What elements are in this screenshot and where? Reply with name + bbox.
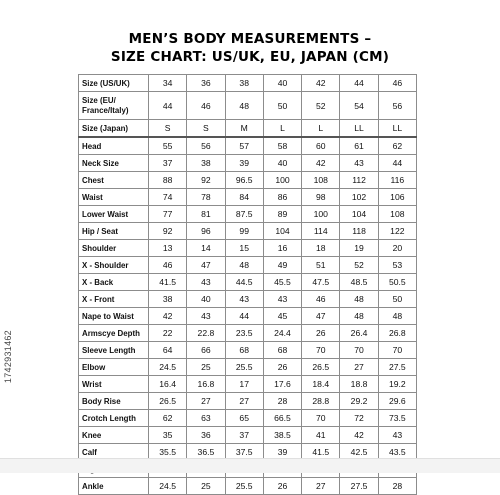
table-cell: 46	[187, 92, 225, 120]
table-cell: 26.4	[340, 325, 378, 342]
table-cell: 41.5	[149, 274, 187, 291]
row-label: Lower Waist	[79, 206, 149, 223]
table-cell: 68	[225, 342, 263, 359]
table-cell: 18.4	[302, 376, 340, 393]
table-cell: 36.5	[187, 444, 225, 461]
table-cell: 26	[263, 478, 301, 495]
table-cell: 47	[302, 308, 340, 325]
table-cell: 44	[378, 155, 416, 172]
table-cell: 26	[263, 359, 301, 376]
table-cell: 44.5	[225, 274, 263, 291]
table-cell: 37.5	[225, 444, 263, 461]
table-cell: 27.5	[378, 359, 416, 376]
table-cell: 100	[263, 172, 301, 189]
table-cell: 45	[263, 308, 301, 325]
table-cell: 54	[340, 92, 378, 120]
table-cell: 44	[149, 92, 187, 120]
table-cell: 104	[340, 206, 378, 223]
table-cell: S	[149, 120, 187, 138]
measurement-row	[79, 223, 417, 240]
row-label: Chest	[79, 172, 149, 189]
measurement-row	[79, 172, 417, 189]
table-cell: 27	[302, 478, 340, 495]
table-cell: 43	[340, 155, 378, 172]
table-cell: 108	[302, 172, 340, 189]
table-cell: 48	[225, 92, 263, 120]
table-cell: 42.5	[340, 444, 378, 461]
table-cell: LL	[340, 120, 378, 138]
table-cell: 112	[340, 172, 378, 189]
table-cell: 29.6	[378, 393, 416, 410]
table-cell: 42	[302, 155, 340, 172]
measurement-row	[79, 274, 417, 291]
table-cell: 84	[225, 189, 263, 206]
table-cell: 25	[187, 359, 225, 376]
table-cell: 40	[187, 291, 225, 308]
table-cell: L	[263, 120, 301, 138]
table-cell: 41.5	[302, 444, 340, 461]
table-cell: 48	[340, 291, 378, 308]
measurement-row	[79, 240, 417, 257]
table-cell: 16.8	[187, 376, 225, 393]
table-cell: 26.5	[302, 359, 340, 376]
table-cell: 42	[302, 75, 340, 92]
table-cell: 92	[187, 172, 225, 189]
table-cell: 28.8	[302, 393, 340, 410]
table-cell: 87.5	[225, 206, 263, 223]
table-cell: 56	[187, 137, 225, 155]
row-label: X - Front	[79, 291, 149, 308]
measurement-row	[79, 137, 417, 155]
table-cell: 39	[263, 444, 301, 461]
table-cell: 26	[302, 325, 340, 342]
table-cell: 20	[378, 240, 416, 257]
table-cell: 28	[378, 478, 416, 495]
table-cell: 46	[302, 291, 340, 308]
table-cell: 27	[187, 393, 225, 410]
table-cell: 17.6	[263, 376, 301, 393]
table-cell: 43.5	[378, 444, 416, 461]
table-cell: 72	[340, 410, 378, 427]
measurement-row	[79, 359, 417, 376]
measurement-row	[79, 206, 417, 223]
size-chart-body	[79, 75, 417, 495]
table-cell: 23.5	[225, 325, 263, 342]
table-cell: 17	[225, 376, 263, 393]
row-label: Size (EU/ France/Italy)	[79, 92, 149, 120]
row-label: X - Shoulder	[79, 257, 149, 274]
table-cell: 86	[263, 189, 301, 206]
table-cell: 39	[225, 155, 263, 172]
table-cell: LL	[378, 120, 416, 138]
measurement-row	[79, 155, 417, 172]
table-cell: 92	[149, 223, 187, 240]
table-cell: 19.2	[378, 376, 416, 393]
table-cell: 25.5	[225, 359, 263, 376]
table-cell: 48	[378, 308, 416, 325]
table-cell: 66.5	[263, 410, 301, 427]
measurement-row	[79, 410, 417, 427]
table-cell: 46	[149, 257, 187, 274]
row-label: Knee	[79, 427, 149, 444]
table-cell: 52	[340, 257, 378, 274]
table-cell: 36	[187, 75, 225, 92]
chart-title-line-1: MEN’S BODY MEASUREMENTS –	[128, 31, 372, 47]
table-cell: 29.2	[340, 393, 378, 410]
table-cell: 118	[340, 223, 378, 240]
table-cell: 64	[149, 342, 187, 359]
row-label: X - Back	[79, 274, 149, 291]
table-cell: 48.5	[340, 274, 378, 291]
table-cell: 52	[302, 92, 340, 120]
measurement-row	[79, 478, 417, 495]
table-cell: 38	[149, 291, 187, 308]
table-cell: 22.8	[187, 325, 225, 342]
table-cell: 99	[225, 223, 263, 240]
table-cell: 35	[149, 427, 187, 444]
chart-title-line-2: SIZE CHART: US/UK, EU, JAPAN (CM)	[110, 49, 390, 65]
table-cell: 50	[263, 92, 301, 120]
size-row	[79, 120, 417, 138]
row-label: Armscye Depth	[79, 325, 149, 342]
stock-image-id: 1742931462	[3, 330, 13, 384]
table-cell: 89	[263, 206, 301, 223]
table-cell: 47.5	[302, 274, 340, 291]
table-cell: 70	[340, 342, 378, 359]
table-cell: 19	[340, 240, 378, 257]
table-cell: 24.5	[149, 359, 187, 376]
table-cell: 48	[225, 257, 263, 274]
row-label: Crotch Length	[79, 410, 149, 427]
table-cell: 47	[187, 257, 225, 274]
row-label: Neck Size	[79, 155, 149, 172]
table-cell: 70	[302, 410, 340, 427]
table-cell: 40	[263, 155, 301, 172]
table-cell: 102	[340, 189, 378, 206]
measurement-row	[79, 427, 417, 444]
table-cell: 78	[187, 189, 225, 206]
table-cell: 13	[149, 240, 187, 257]
table-cell: 43	[378, 427, 416, 444]
row-label: Size (Japan)	[79, 120, 149, 138]
table-cell: 43	[225, 291, 263, 308]
table-cell: 49	[263, 257, 301, 274]
table-cell: 36	[187, 427, 225, 444]
table-cell: 15	[225, 240, 263, 257]
table-cell: 26.8	[378, 325, 416, 342]
table-cell: 81	[187, 206, 225, 223]
table-cell: 43	[187, 274, 225, 291]
table-cell: M	[225, 120, 263, 138]
table-cell: 44	[340, 75, 378, 92]
row-label: Nape to Waist	[79, 308, 149, 325]
table-cell: 106	[378, 189, 416, 206]
table-cell: 53	[378, 257, 416, 274]
table-cell: 57	[225, 137, 263, 155]
row-label: Shoulder	[79, 240, 149, 257]
table-cell: 63	[187, 410, 225, 427]
row-label: Calf	[79, 444, 149, 461]
row-label: Waist	[79, 189, 149, 206]
table-cell: 50.5	[378, 274, 416, 291]
table-cell: 34	[149, 75, 187, 92]
table-cell: 70	[378, 342, 416, 359]
table-cell: 70	[302, 342, 340, 359]
table-cell: 56	[378, 92, 416, 120]
table-cell: 27.5	[340, 478, 378, 495]
row-label: Elbow	[79, 359, 149, 376]
table-cell: 43	[263, 291, 301, 308]
table-cell: 35.5	[149, 444, 187, 461]
row-label: Size (US/UK)	[79, 75, 149, 92]
table-cell: 16	[263, 240, 301, 257]
table-cell: 51	[302, 257, 340, 274]
table-cell: 38	[187, 155, 225, 172]
table-cell: S	[187, 120, 225, 138]
measurement-row	[79, 393, 417, 410]
table-cell: 38	[225, 75, 263, 92]
row-label: Hip / Seat	[79, 223, 149, 240]
measurement-row	[79, 342, 417, 359]
table-cell: 100	[302, 206, 340, 223]
table-cell: 50	[378, 291, 416, 308]
size-row	[79, 92, 417, 120]
table-cell: 44	[225, 308, 263, 325]
table-cell: 43	[187, 308, 225, 325]
table-cell: 62	[378, 137, 416, 155]
table-cell: 16.4	[149, 376, 187, 393]
table-cell: 27	[225, 393, 263, 410]
table-cell: 45.5	[263, 274, 301, 291]
table-cell: 48	[340, 308, 378, 325]
row-label: Head	[79, 137, 149, 155]
table-cell: 96.5	[225, 172, 263, 189]
table-cell: 42	[149, 308, 187, 325]
table-cell: 104	[263, 223, 301, 240]
row-label: Ankle	[79, 478, 149, 495]
table-cell: 18	[302, 240, 340, 257]
size-chart-table	[78, 74, 417, 495]
size-row	[79, 75, 417, 92]
table-cell: 74	[149, 189, 187, 206]
table-cell: 25	[187, 478, 225, 495]
table-cell: 66	[187, 342, 225, 359]
table-cell: 116	[378, 172, 416, 189]
measurement-row	[79, 189, 417, 206]
table-cell: 96	[187, 223, 225, 240]
table-cell: 73.5	[378, 410, 416, 427]
table-cell: 27	[340, 359, 378, 376]
table-cell: 46	[378, 75, 416, 92]
row-label: Body Rise	[79, 393, 149, 410]
table-cell: 18.8	[340, 376, 378, 393]
row-label: Wrist	[79, 376, 149, 393]
footer-strip	[0, 458, 500, 473]
table-cell: 14	[187, 240, 225, 257]
table-cell: 37	[225, 427, 263, 444]
table-cell: 24.5	[149, 478, 187, 495]
table-cell: 24.4	[263, 325, 301, 342]
table-cell: 40	[263, 75, 301, 92]
table-cell: 114	[302, 223, 340, 240]
table-cell: 42	[340, 427, 378, 444]
table-cell: 88	[149, 172, 187, 189]
measurement-row	[79, 376, 417, 393]
table-cell: 28	[263, 393, 301, 410]
table-cell: 122	[378, 223, 416, 240]
table-cell: 98	[302, 189, 340, 206]
table-cell: 61	[340, 137, 378, 155]
table-cell: 58	[263, 137, 301, 155]
chart-title	[0, 30, 500, 66]
table-cell: 41	[302, 427, 340, 444]
measurement-row	[79, 308, 417, 325]
measurement-row	[79, 325, 417, 342]
table-cell: 77	[149, 206, 187, 223]
table-cell: 38.5	[263, 427, 301, 444]
table-cell: 62	[149, 410, 187, 427]
table-cell: 26.5	[149, 393, 187, 410]
measurement-row	[79, 257, 417, 274]
table-cell: 65	[225, 410, 263, 427]
row-label: Sleeve Length	[79, 342, 149, 359]
table-cell: 108	[378, 206, 416, 223]
table-cell: 55	[149, 137, 187, 155]
table-cell: L	[302, 120, 340, 138]
measurement-row	[79, 291, 417, 308]
table-cell: 60	[302, 137, 340, 155]
table-cell: 22	[149, 325, 187, 342]
table-cell: 25.5	[225, 478, 263, 495]
table-cell: 37	[149, 155, 187, 172]
table-cell: 68	[263, 342, 301, 359]
